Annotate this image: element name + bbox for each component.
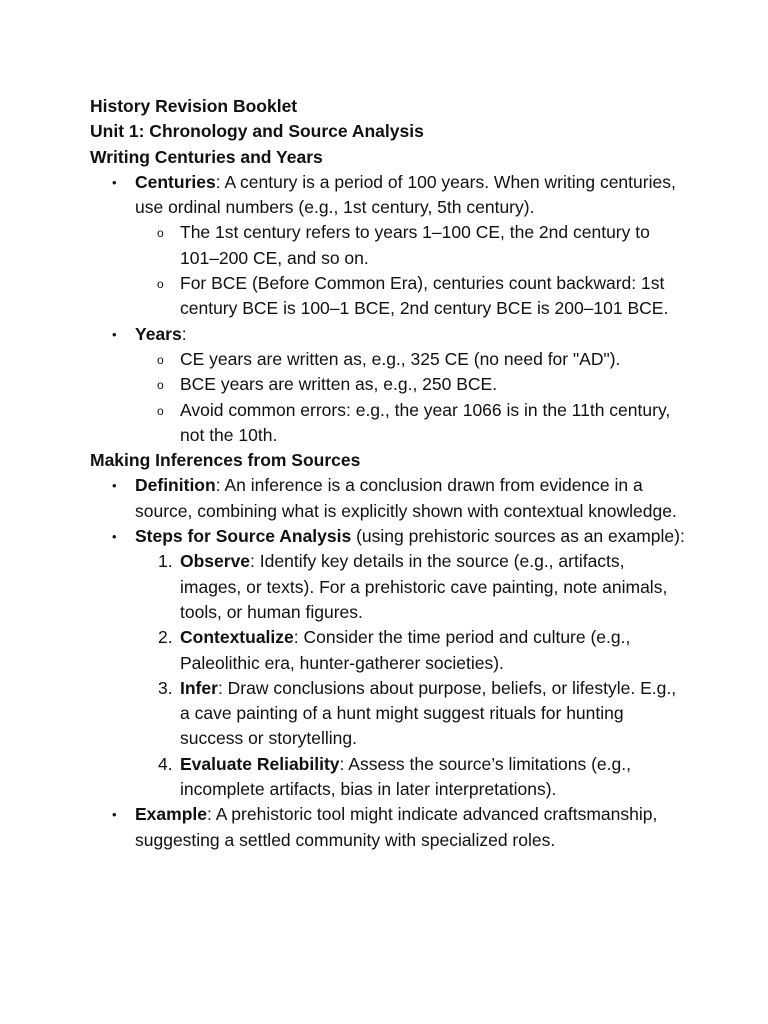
list-item-centuries (90, 170, 690, 221)
step-term: Evaluate Reliability (180, 753, 340, 774)
sub-item-years-1 (90, 347, 690, 372)
step-item-observe (90, 549, 690, 625)
step-text: : Consider the time period and culture (e.g., Paleolithic era, hunter-gatherer societies). (180, 627, 631, 673)
bullet-icon: • (112, 478, 117, 494)
step-number: 1. (158, 551, 173, 572)
sub-item-text: For BCE (Before Common Era), centuries count backward: 1st century BCE is 100–1 BCE, 2nd century BCE is 200–101 BCE. (180, 273, 669, 319)
sub-item-text: Avoid common errors: e.g., the year 1066 is in the 11th century, not the 10th. (180, 399, 671, 445)
sub-item-centuries-1 (90, 220, 690, 271)
step-number: 2. (158, 627, 173, 648)
list-item-definition (90, 473, 690, 524)
step-number: 4. (158, 753, 173, 774)
list-item-example (90, 802, 690, 853)
section-heading-inferences: Making Inferences from Sources (90, 450, 361, 471)
step-item-contextualize (90, 625, 690, 676)
term-definition: Definition (135, 475, 216, 496)
section-heading-centuries-years: Writing Centuries and Years (90, 146, 323, 167)
sub-item-centuries-2 (90, 271, 690, 322)
bullet-icon: • (112, 174, 117, 190)
sub-item-text: The 1st century refers to years 1–100 CE, the 2nd century to 101–200 CE, and so on. (180, 222, 650, 268)
step-term: Infer (180, 677, 218, 698)
step-item-evaluate-reliability (90, 752, 690, 803)
bullet-icon: • (112, 326, 117, 342)
bullet-icon: • (112, 529, 117, 545)
bullet-icon: • (112, 807, 117, 823)
step-term: Contextualize (180, 627, 294, 648)
centuries-text: : A century is a period of 100 years. When writing centuries, use ordinal numbers (e.g., 1st century, 5th century). (135, 171, 676, 218)
term-example: Example (135, 804, 207, 825)
sub-bullet-icon: o (157, 226, 164, 241)
example-text: : A prehistoric tool might indicate advanced craftsmanship, suggesting a settled community with specialized roles. (135, 804, 658, 850)
sub-bullet-icon: o (157, 352, 164, 367)
step-term: Observe (180, 551, 251, 572)
step-text: : Assess the source’s limitations (e.g., incomplete artifacts, bias in later interpretations). (180, 753, 631, 800)
sub-bullet-icon: o (157, 378, 164, 393)
step-text: : Identify key details in the source (e.g., artifacts, images, or texts). For a prehistoric cave painting, note animals, tools, or human figures. (180, 551, 668, 622)
term-steps: Steps for Source Analysis (135, 526, 352, 547)
list-item-years (90, 322, 690, 347)
inferences-list (90, 473, 690, 852)
term-centuries: Centuries (135, 171, 216, 192)
step-item-infer (90, 676, 690, 752)
years-text: : (181, 323, 187, 344)
centuries-years-list (90, 170, 690, 448)
unit-title: Unit 1: Chronology and Source Analysis (90, 121, 424, 142)
list-item-steps (90, 524, 690, 549)
sub-bullet-icon: o (157, 277, 164, 292)
term-years: Years (135, 323, 182, 344)
step-text: : Draw conclusions about purpose, beliefs, or lifestyle. E.g., a cave painting of a hunt might suggest rituals for hunting success or storytelling. (180, 677, 677, 749)
sub-item-years-3 (90, 398, 690, 449)
steps-text: (using prehistoric sources as an example): (351, 526, 685, 547)
sub-bullet-icon: o (157, 403, 164, 418)
sub-item-text: CE years are written as, e.g., 325 CE (no need for "AD"). (180, 348, 621, 369)
document-title: History Revision Booklet (90, 96, 298, 116)
sub-item-years-2 (90, 372, 690, 397)
document-page (90, 94, 690, 853)
definition-text: : An inference is a conclusion drawn from evidence in a source, combining what is explicitly shown with contextual knowledge. (135, 475, 677, 521)
sub-item-text: BCE years are written as, e.g., 250 BCE. (180, 374, 498, 395)
step-number: 3. (158, 677, 173, 698)
